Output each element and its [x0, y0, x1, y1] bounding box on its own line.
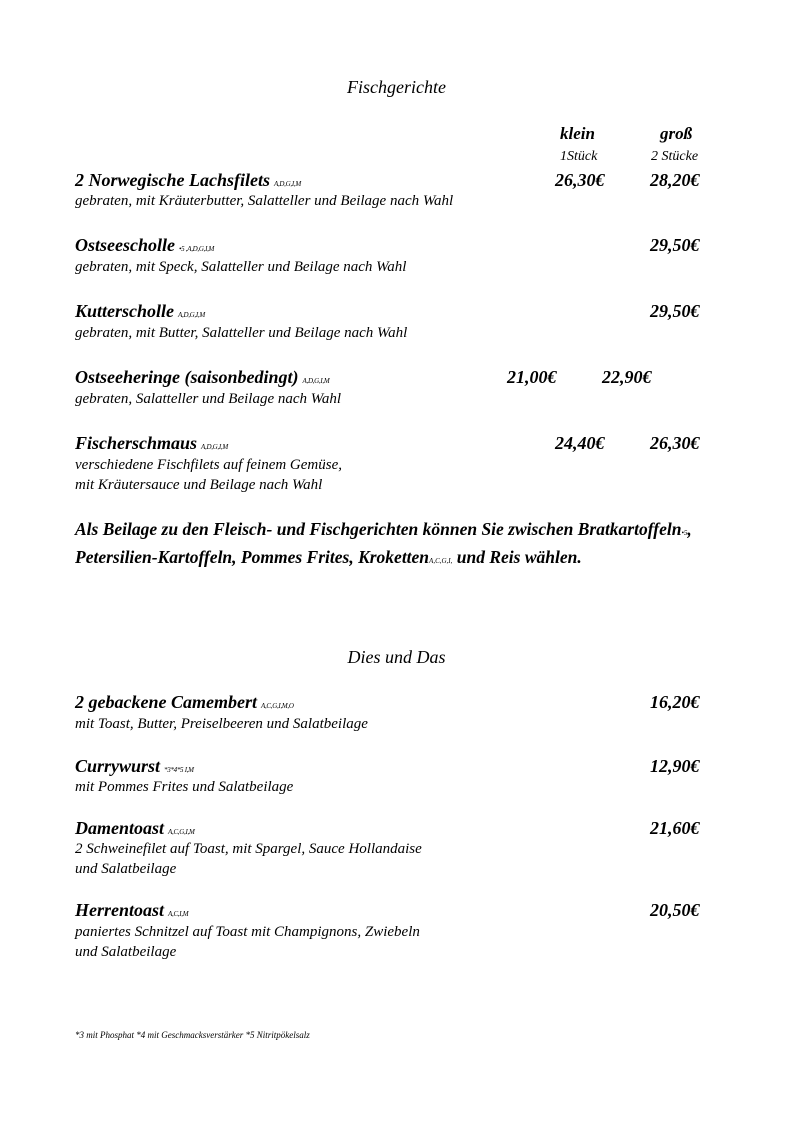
allergen-codes: A,D,G,I,M [178, 311, 205, 319]
dish-description: verschiedene Fischfilets auf feinem Gemüse, [75, 457, 342, 473]
dish-title [75, 818, 194, 839]
allergen-codes: A,D,G,I,M [302, 377, 330, 385]
dish-name: Kutterscholle [75, 301, 175, 321]
allergen-codes: A,C,G,I,M [168, 828, 195, 836]
dish-description: gebraten, mit Speck, Salatteller und Beilage nach Wahl [75, 259, 407, 275]
side-dish-note [75, 518, 765, 573]
dish-name: 2 gebackene Camembert [75, 692, 257, 712]
price: 21,60€ [650, 818, 700, 838]
price: 16,20€ [650, 692, 700, 712]
price: 12,90€ [650, 756, 700, 776]
price-small: 24,40€ [555, 433, 605, 453]
dish-title [75, 692, 294, 713]
dish-name: Herrentoast [75, 900, 165, 920]
dish-name: 2 Norwegische Lachsfilets [75, 170, 270, 190]
dish-description: mit Toast, Butter, Preiselbeeren und Salatbeilage [75, 716, 368, 732]
dish-title [75, 235, 214, 256]
dish-description: gebraten, mit Kräuterbutter, Salatteller und Beilage nach Wahl [75, 193, 454, 209]
column-sub-small: 1Stück [560, 149, 598, 164]
allergen-codes: *3*4*5 I,M [164, 766, 194, 774]
dish-name: Currywurst [75, 756, 161, 776]
price-large: 29,50€ [650, 301, 700, 321]
section-title-fisch: Fischgerichte [347, 77, 446, 97]
allergen-codes: A,C,G,I,M,O [260, 702, 294, 710]
allergen-codes: A,C,I,M [168, 910, 189, 918]
price-large: 29,50€ [650, 235, 700, 255]
allergen-codes: A,D,G,I,M [201, 443, 228, 451]
price-small: 26,30€ [555, 170, 605, 190]
allergen-codes: •5 ,A,D,G,I,M [178, 245, 215, 253]
allergen-codes: A,D,G,I,M [274, 180, 301, 188]
note-text: Als Beilage zu den Fleisch- und Fischgerichten können Sie zwischen Bratkartoffeln [75, 519, 682, 539]
dish-name: Damentoast [75, 818, 165, 838]
note-allergen: •5 [681, 529, 688, 537]
dish-title [75, 301, 205, 322]
dish-title [75, 170, 301, 191]
dish-name: Fischerschmaus [75, 433, 198, 453]
column-sub-large: 2 Stücke [651, 149, 699, 164]
footnote: *3 mit Phosphat *4 mit Geschmacksverstärker *5 Nitritpökelsalz [75, 1030, 310, 1040]
dish-name: Ostseescholle [75, 235, 175, 255]
dish-description: paniertes Schnitzel auf Toast mit Champignons, Zwiebeln [75, 924, 420, 940]
price: 20,50€ [650, 900, 700, 920]
note-text: , Petersilien-Kartoffeln, Pommes Frites, Kroketten [75, 519, 692, 567]
price-small: 21,00€ [507, 367, 557, 387]
dish-title [75, 900, 188, 921]
dish-title [75, 367, 329, 388]
price-large: 26,30€ [650, 433, 700, 453]
dish-description-line2: mit Kräutersauce und Beilage nach Wahl [75, 477, 323, 493]
column-head-large: groß [660, 124, 693, 143]
dish-description: gebraten, Salatteller und Beilage nach Wahl [75, 391, 342, 407]
dish-name: Ostseeheringe (saisonbedingt) [75, 367, 299, 387]
dish-description: 2 Schweinefilet auf Toast, mit Spargel, Sauce Hollandaise [75, 841, 422, 857]
note-allergen: A,C,G,I, [429, 556, 453, 565]
dish-title [75, 756, 194, 777]
dish-description: mit Pommes Frites und Salatbeilage [75, 779, 294, 795]
dish-description-line2: und Salatbeilage [75, 861, 177, 877]
dish-description: gebraten, mit Butter, Salatteller und Beilage nach Wahl [75, 325, 408, 341]
dish-title [75, 433, 228, 454]
column-head-small: klein [560, 124, 595, 143]
section-title-dies: Dies und Das [347, 647, 446, 667]
dish-description-line2: und Salatbeilage [75, 944, 177, 960]
note-text: und Reis wählen. [452, 546, 582, 567]
price-large: 22,90€ [602, 367, 652, 387]
price-large: 28,20€ [650, 170, 700, 190]
